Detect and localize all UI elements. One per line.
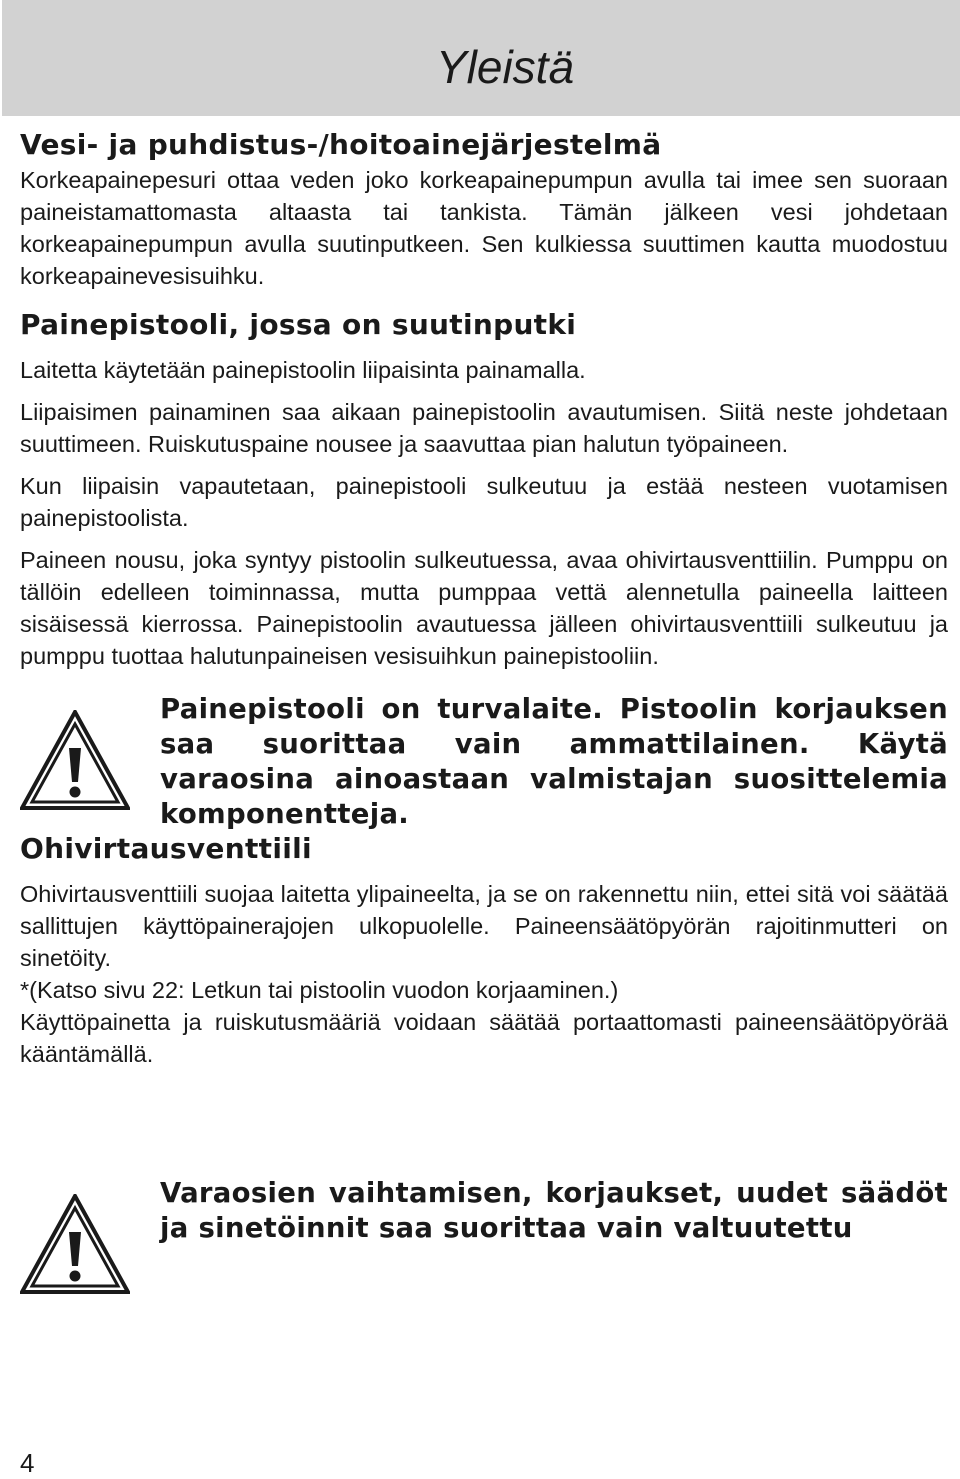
page-title: Yleistä <box>435 41 575 93</box>
water-system-text: Korkeapainepesuri ottaa veden joko korkeapainepumpun avulla tai imee sen suoraan paineistamattomasta altaasta tai tankista. Tämän jälkeen vesi johdetaan korkeapainepumpun avulla suutinputkeen. Sen kulkiessa suuttimen kautta muodostuu korkeapainevesisuihku. <box>20 167 948 289</box>
bypass-valve-text: Ohivirtausventtiili suojaa laitetta ylipaineelta, ja se on rakennettu niin, ettei sitä voi säätää sallittujen käyttöpainerajojen ulkopuolelle. Paineensäätöpyörän rajoitinmutteri on sinetöity. <box>20 881 948 971</box>
safety-warning <box>20 692 948 830</box>
pressure-gun-warning-text: Painepistooli on turvalaite. Pistoolin korjauksen saa suorittaa vain ammattilainen. Käytä varaosina ainoastaan valmistajan suosittelemia komponentteja. <box>160 693 948 830</box>
page-content <box>20 126 948 1244</box>
section-heading-water-system: Vesi- ja puhdistus-/hoitoainejärjestelmä <box>20 128 662 161</box>
section-heading-pressure-gun: Painepistooli, jossa on suutinputki <box>20 308 577 341</box>
warning-triangle-icon <box>20 710 130 810</box>
page-number: 4 <box>20 1448 35 1478</box>
pressure-gun-paragraph: Laitetta käytetään painepistoolin liipaisinta painamalla. <box>20 357 586 383</box>
bypass-valve-adjustment: Käyttöpainetta ja ruiskutusmääriä voidaan säätää portaattomasti paineensäätöpyörää kääntämällä. <box>20 1009 948 1067</box>
pressure-gun-paragraph: Paineen nousu, joka syntyy pistoolin sulkeutuessa, avaa ohivirtausventtiilin. Pumppu on tällöin edelleen toiminnassa, mutta pumppaa vettä alennetulla paineella laitteen sisäisessä kierrossa. Painepistoolin avautuessa jälleen ohivirtausventtiili sulkeutuu ja pumppu tuottaa halutunpaineisen vesisuihkun painepistooliin. <box>20 547 948 669</box>
authorized-service-warning <box>20 1176 948 1308</box>
pressure-gun-paragraph: Liipaisimen painaminen saa aikaan painepistoolin avautumisen. Siitä neste johdetaan suuttimeen. Ruiskutuspaine nousee ja saavuttaa pian halutun työpaineen. <box>20 399 948 457</box>
bypass-valve-reference: *(Katso sivu 22: Letkun tai pistoolin vuodon korjaaminen.) <box>20 977 619 1003</box>
pressure-gun-paragraph: Kun liipaisin vapautetaan, painepistooli sulkeutuu ja estää nesteen vuotamisen painepistoolista. <box>20 473 948 531</box>
bypass-valve-warning-text: Varaosien vaihtamisen, korjaukset, uudet säädöt ja sinetöinnit saa suorittaa vain valtuutettu <box>160 1177 948 1244</box>
warning-triangle-icon <box>20 1194 130 1294</box>
section-heading-bypass-valve: Ohivirtausventtiili <box>20 832 312 865</box>
